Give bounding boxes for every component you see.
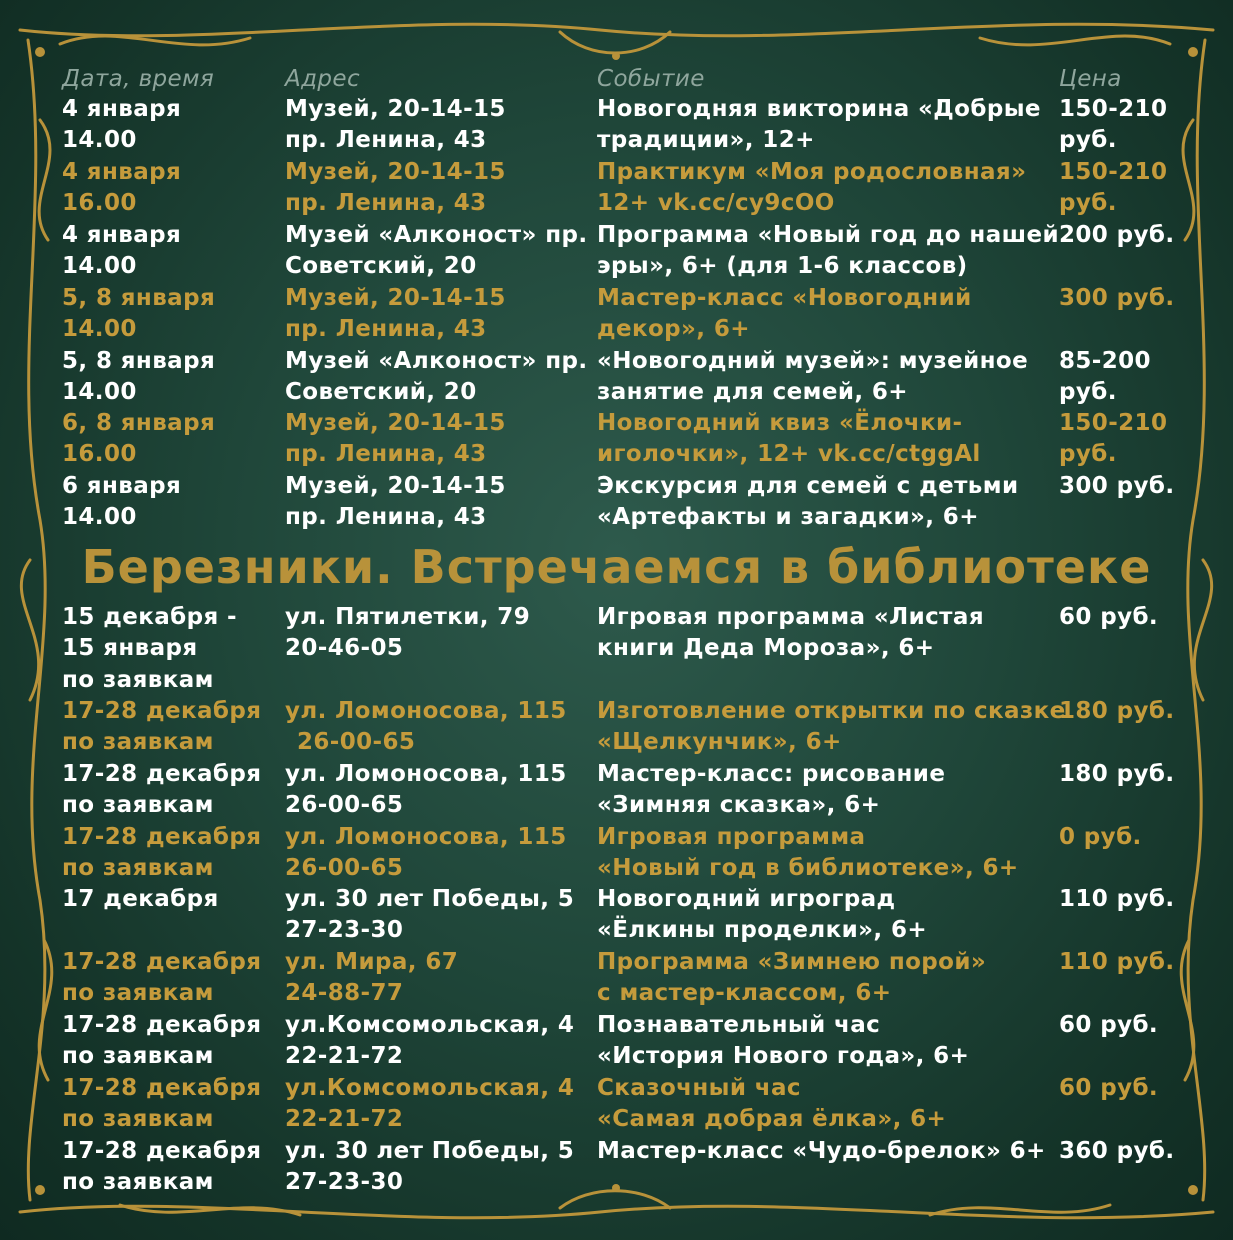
- table-row: [0, 602, 1233, 696]
- table-row: [0, 1073, 1233, 1135]
- row-event: Новогодний игроград «Ёлкины проделки», 6+: [597, 886, 928, 944]
- row-price: 60 руб.: [1059, 1012, 1159, 1038]
- row-address: ул. Ломоносова, 115 26-00-65: [285, 761, 567, 819]
- row-date: 4 января 14.00: [62, 222, 182, 280]
- row-event: Практикум «Моя родословная» 12+ vk.cc/cy9cOO: [597, 159, 1027, 217]
- row-address: Музей «Алконост» пр. Советский, 20: [285, 348, 588, 406]
- row-price: 300 руб.: [1059, 473, 1175, 499]
- row-event: Мастер-класс «Новогодний декор», 6+: [597, 285, 972, 343]
- row-event: Программа «Новый год до нашей эры», 6+ (для 1-6 классов): [597, 222, 1059, 280]
- table-row: [0, 1010, 1233, 1072]
- row-date: 5, 8 января 14.00: [62, 285, 216, 343]
- row-address: ул. Ломоносова, 115 26-00-65: [285, 698, 567, 756]
- row-address: ул. 30 лет Победы, 5 27-23-30: [285, 1138, 575, 1196]
- row-date: 15 декабря - 15 января по заявкам: [62, 604, 237, 693]
- row-price: 300 руб.: [1059, 285, 1175, 311]
- table-row: [0, 157, 1233, 219]
- row-event: Мастер-класс: рисование «Зимняя сказка», 6+: [597, 761, 946, 819]
- table-row: [0, 471, 1233, 533]
- row-address: ул. Пятилетки, 79 20-46-05: [285, 604, 531, 662]
- row-date: 17-28 декабря по заявкам: [62, 698, 262, 756]
- header-event: Событие: [597, 66, 705, 92]
- row-date: 17-28 декабря по заявкам: [62, 1075, 262, 1133]
- row-event: Программа «Зимнею порой» с мастер-классом, 6+: [597, 949, 987, 1007]
- table-row: [0, 1136, 1233, 1198]
- table-row: [0, 283, 1233, 345]
- table-row: [0, 759, 1233, 821]
- table-row: [0, 822, 1233, 884]
- row-event: Новогодняя викторина «Добрые традиции», 12+: [597, 96, 1041, 154]
- row-price: 150-210 руб.: [1059, 159, 1168, 217]
- row-date: 4 января 16.00: [62, 159, 182, 217]
- header-price: Цена: [1059, 66, 1122, 92]
- row-event: Изготовление открытки по сказке «Щелкунчик», 6+: [597, 698, 1066, 756]
- row-event: Экскурсия для семей с детьми «Артефакты и загадки», 6+: [597, 473, 1019, 531]
- row-address: ул. Мира, 67 24-88-77: [285, 949, 459, 1007]
- row-date: 4 января 14.00: [62, 96, 182, 154]
- row-address: ул. Ломоносова, 115 26-00-65: [285, 824, 567, 882]
- table-row: [0, 220, 1233, 282]
- section-title: Березники. Встречаемся в библиотеке: [81, 540, 1152, 594]
- row-price: 180 руб.: [1059, 761, 1175, 787]
- header-date: Дата, время: [62, 66, 215, 92]
- table-row: [0, 346, 1233, 408]
- row-event: Игровая программа «Листая книги Деда Мороза», 6+: [597, 604, 984, 662]
- row-date: 17 декабря: [62, 886, 219, 912]
- row-date: 6, 8 января 16.00: [62, 410, 216, 468]
- row-date: 17-28 декабря по заявкам: [62, 1012, 262, 1070]
- row-price: 150-210 руб.: [1059, 96, 1168, 154]
- row-address: Музей, 20-14-15 пр. Ленина, 43: [285, 159, 506, 217]
- row-price: 150-210 руб.: [1059, 410, 1168, 468]
- row-event: Познавательный час «История Нового года», 6+: [597, 1012, 970, 1070]
- row-event: Новогодний квиз «Ёлочки- иголочки», 12+ vk.cc/ctggAl: [597, 410, 981, 468]
- row-price: 85-200 руб.: [1059, 348, 1151, 406]
- row-date: 6 января 14.00: [62, 473, 182, 531]
- row-date: 17-28 декабря по заявкам: [62, 949, 262, 1007]
- row-address: ул. 30 лет Победы, 5 27-23-30: [285, 886, 575, 944]
- row-date: 17-28 декабря по заявкам: [62, 824, 262, 882]
- row-event: Мастер-класс «Чудо-брелок» 6+: [597, 1138, 1046, 1164]
- row-address: Музей, 20-14-15 пр. Ленина, 43: [285, 410, 506, 468]
- row-address: Музей, 20-14-15 пр. Ленина, 43: [285, 473, 506, 531]
- row-price: 0 руб.: [1059, 824, 1142, 850]
- row-event: Сказочный час «Самая добрая ёлка», 6+: [597, 1075, 947, 1133]
- row-price: 180 руб.: [1059, 698, 1175, 724]
- header-address: Адрес: [285, 66, 361, 92]
- row-date: 5, 8 января 14.00: [62, 348, 216, 406]
- table-row: [0, 947, 1233, 1009]
- row-address: Музей, 20-14-15 пр. Ленина, 43: [285, 285, 506, 343]
- row-date: 17-28 декабря по заявкам: [62, 761, 262, 819]
- row-event: Игровая программа «Новый год в библиотеке», 6+: [597, 824, 1019, 882]
- row-date: 17-28 декабря по заявкам: [62, 1138, 262, 1196]
- row-event: «Новогодний музей»: музейное занятие для семей, 6+: [597, 348, 1029, 406]
- table-row: [0, 408, 1233, 470]
- row-price: 110 руб.: [1059, 949, 1175, 975]
- row-price: 200 руб.: [1059, 222, 1175, 248]
- row-price: 60 руб.: [1059, 604, 1159, 630]
- table-row: [0, 696, 1233, 758]
- table-row: [0, 94, 1233, 156]
- row-address: ул.Комсомольская, 4 22-21-72: [285, 1012, 575, 1070]
- row-address: ул.Комсомольская, 4 22-21-72: [285, 1075, 575, 1133]
- table-row: [0, 884, 1233, 946]
- row-address: Музей, 20-14-15 пр. Ленина, 43: [285, 96, 506, 154]
- row-price: 60 руб.: [1059, 1075, 1159, 1101]
- row-price: 360 руб.: [1059, 1138, 1175, 1164]
- row-address: Музей «Алконост» пр. Советский, 20: [285, 222, 588, 280]
- row-price: 110 руб.: [1059, 886, 1175, 912]
